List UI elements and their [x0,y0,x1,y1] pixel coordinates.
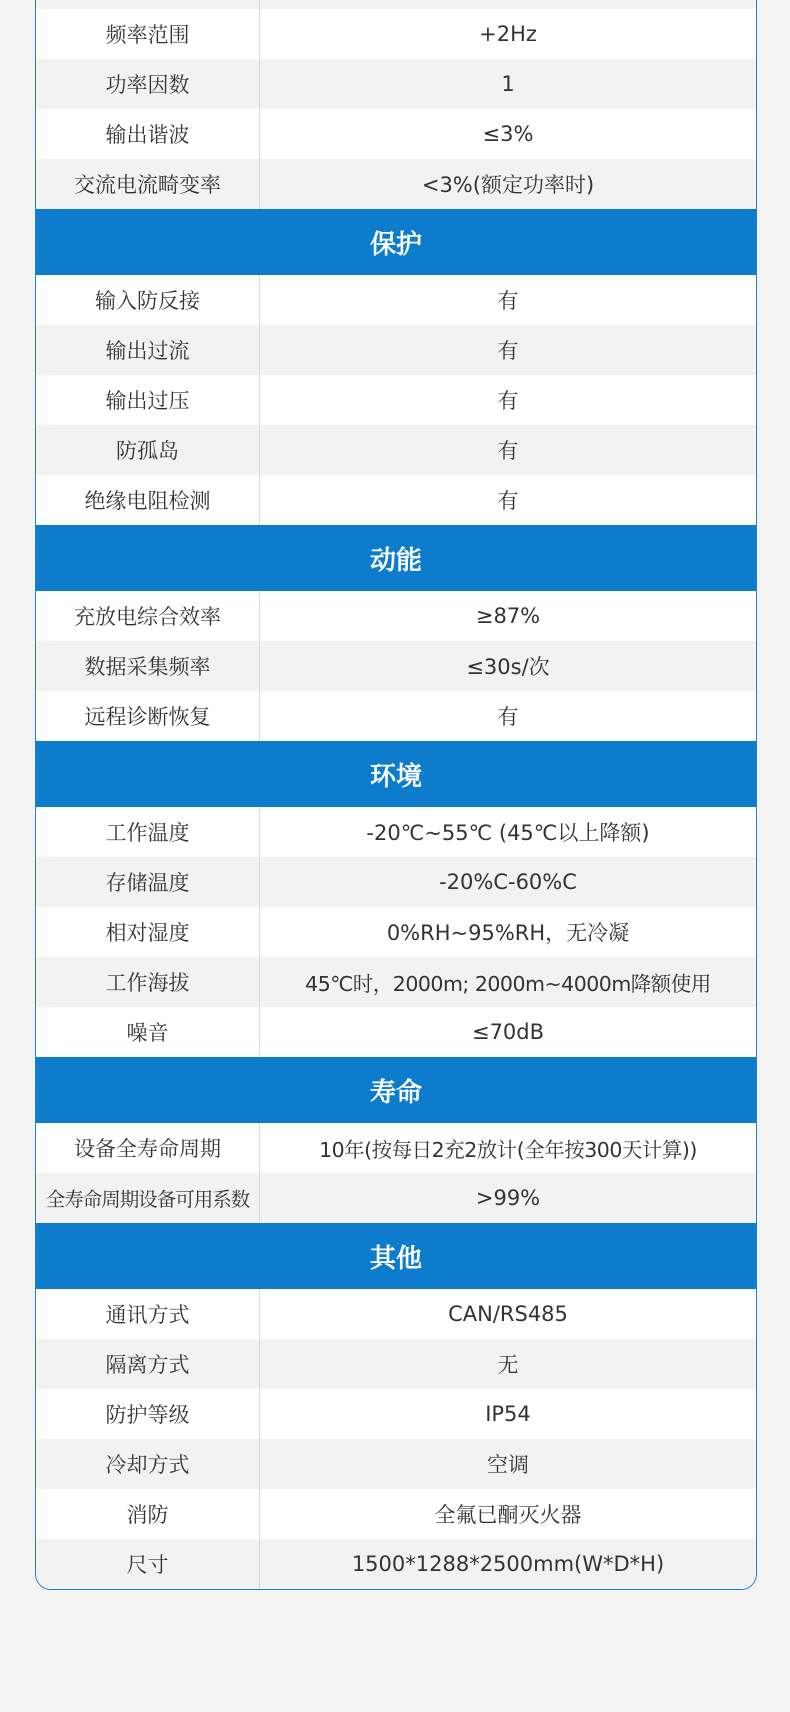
spec-label: 绝缘电阻检测 [36,475,260,525]
spec-label: 工作海拔 [36,957,260,1007]
table-row [36,1539,756,1589]
spec-label: 设备全寿命周期 [36,1123,260,1173]
section-header-environment: 环境 [36,741,756,807]
table-row [36,375,756,425]
spec-value: IP54 [485,1402,531,1426]
spec-value: CAN/RS485 [448,1302,568,1326]
spec-value: 45℃时，2000m; 2000m~4000m降额使用 [305,972,711,996]
spec-label: 尺寸 [36,1539,260,1589]
spec-value: 有 [497,489,519,513]
spec-label: 防孤岛 [36,425,260,475]
spec-value: 1500*1288*2500mm(W*D*H) [351,1552,665,1576]
spec-value: -20%C-60%C [439,870,577,894]
spec-value: >99% [475,1186,541,1210]
spec-value: 有 [497,389,519,413]
spec-value: 1 [501,72,515,96]
spec-value: 有 [497,339,519,363]
spec-value: 有 [497,289,519,313]
spec-label: 噪音 [36,1007,260,1057]
spec-label: 通讯方式 [36,1289,260,1339]
spec-label: 存储温度 [36,857,260,907]
table-row [36,475,756,525]
spec-value: -20℃~55℃ (45℃以上降额) [366,821,650,845]
table-row [36,641,756,691]
table-row-partial [36,0,756,9]
spec-value: 0%RH~95%RH，无冷凝 [386,921,630,945]
spec-label: 相对湿度 [36,907,260,957]
spec-label: 隔离方式 [36,1339,260,1389]
spec-label: 输入防反接 [36,275,260,325]
spec-label: 充放电综合效率 [36,591,260,641]
spec-value: ≤3% [482,122,534,146]
spec-value: 有 [497,439,519,463]
spec-value: ≤30s/次 [466,655,550,679]
spec-value [260,0,756,9]
spec-label: 冷却方式 [36,1439,260,1489]
table-row [36,1389,756,1439]
spec-label: 频率范围 [36,9,260,59]
table-row [36,1339,756,1389]
spec-label: 消防 [36,1489,260,1539]
spec-label: 防护等级 [36,1389,260,1439]
table-row [36,1439,756,1489]
table-row [36,109,756,159]
spec-value: <3%(额定功率时) [421,173,595,197]
table-row [36,691,756,741]
spec-value: ≥87% [475,604,541,628]
table-row [36,159,756,209]
table-row [36,1489,756,1539]
section-header-lifetime: 寿命 [36,1057,756,1123]
table-row [36,325,756,375]
table-row [36,1007,756,1057]
table-row [36,59,756,109]
spec-value: ≤70dB [471,1020,545,1044]
table-row [36,1173,756,1223]
spec-label: 功率因数 [36,59,260,109]
section-header-protection: 保护 [36,209,756,275]
spec-table [35,0,757,1590]
section-header-function: 动能 [36,525,756,591]
spec-label: 输出过压 [36,375,260,425]
spec-label: 输出谐波 [36,109,260,159]
spec-value: 空调 [487,1453,529,1477]
table-row [36,907,756,957]
spec-value: 有 [497,705,519,729]
spec-label: 交流电流畸变率 [36,159,260,209]
table-row [36,1289,756,1339]
spec-value: 10年(按每日2充2放计(全年按300天计算)) [319,1138,697,1162]
table-row [36,1123,756,1173]
table-row [36,591,756,641]
table-row [36,275,756,325]
spec-label: 工作温度 [36,807,260,857]
spec-value: +2Hz [479,22,537,46]
spec-label [36,0,260,9]
table-row [36,857,756,907]
spec-label: 远程诊断恢复 [36,691,260,741]
spec-value: 全氟已酮灭火器 [434,1503,582,1527]
table-row [36,807,756,857]
table-row [36,957,756,1007]
spec-label: 输出过流 [36,325,260,375]
section-header-other: 其他 [36,1223,756,1289]
spec-label: 全寿命周期设备可用系数 [36,1173,260,1223]
table-row [36,425,756,475]
spec-label: 数据采集频率 [36,641,260,691]
table-row [36,9,756,59]
spec-value: 无 [497,1353,519,1377]
